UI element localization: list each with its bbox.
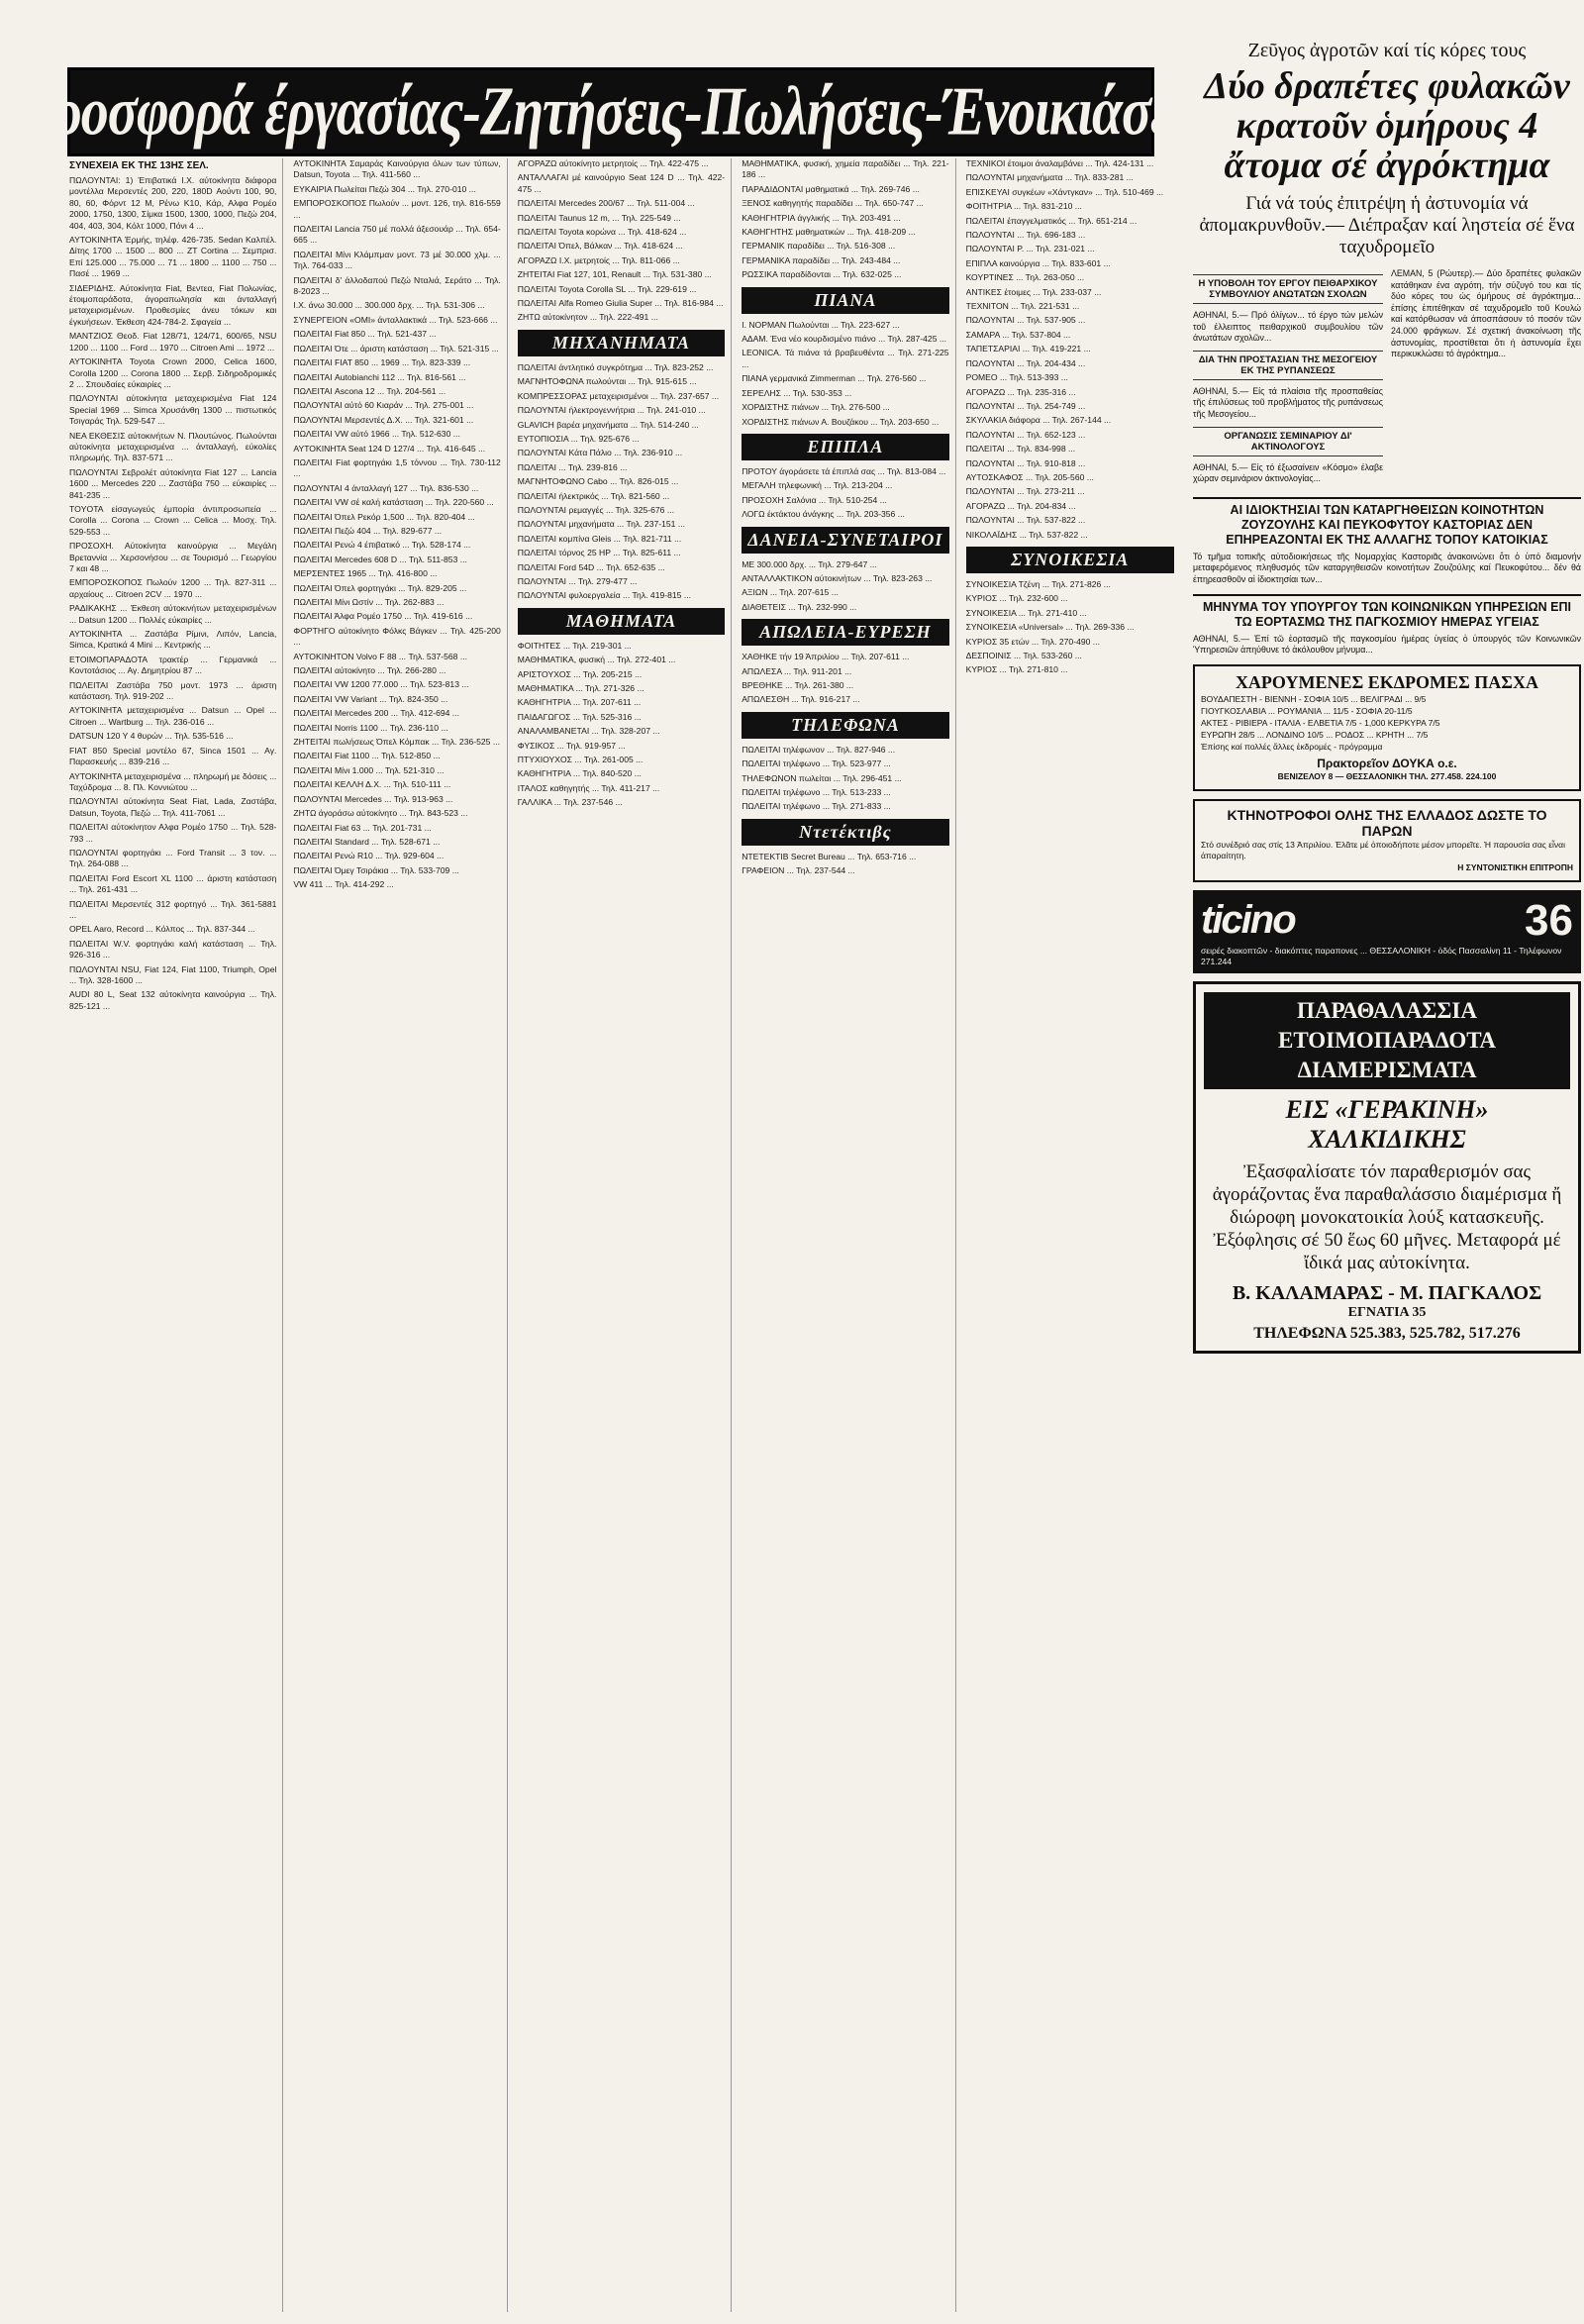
classified-ad: ΚΥΡΙΟΣ ... Τηλ. 271-810 ... (965, 664, 1068, 675)
news-main-story: ΛΕΜΑΝ, 5 (Ρώυτερ).— Δύο δραπέτες φυλακῶν κατάθηκαν ένα αγρότη, τήν σύζυγό του και τίς δύο κόρες του ώς όμήρους σέ άγρόκτημα... ἐπίσης ἐπιτέθηκαν σέ ταχυδρομεῖο τοῦ Κουλώ καί κατόρθωσαν νά ἀποσπάσουν τό ποσόν τῶν 24.000 φράγκων. Σέ σχετική άνακοίνωση τῆς ἀστυνομίας, προστίθεται ὅτι ἡ ἀστυνομία ἔχει περικυκλώσει τό ἀγρόκτημα... (1391, 268, 1581, 359)
classified-ad: ΠΩΛΕΙΤΑΙ ... Τηλ. 834-998 ... (965, 444, 1076, 455)
classified-ad: ΤΕΧΝΙΤΟΝ ... Τηλ. 221-531 ... (965, 301, 1080, 312)
news-wide-head: ΑΙ ΙΔΙΟΚΤΗΣΙΑΙ ΤΩΝ ΚΑΤΑΡΓΗΘΕΙΣΩΝ ΚΟΙΝΟΤΗΤΩΝ ΖΟΥΖΟΥΛΗΣ ΚΑΙ ΠΕΥΚΟΦΥΤΟΥ ΚΑΣΤΟΡΙΑΣ ΔΕΝ ΕΠΗΡΕΑΖΟΝΤΑΙ ΕΚ ΤΗΣ ΑΛΛΑΓΗΣ ΤΟΠΟΥ ΚΑΤΟΙΚΙΑΣ (1193, 497, 1581, 548)
classified-ad: ΝΙΚΟΛΑΪΔΗΣ ... Τηλ. 537-822 ... (965, 529, 1088, 540)
classified-ad: ΜΕ 300.000 δρχ. ... Τηλ. 279-647 ... (742, 558, 877, 569)
news-item-head: Η ΥΠΟΒΟΛΗ ΤΟΥ ΕΡΓΟΥ ΠΕΙΘΑΡΧΙΚΟΥ ΣΥΜΒΟΥΛΙΟΥ ΑΝΩΤΑΤΩΝ ΣΧΟΛΩΝ (1193, 274, 1383, 304)
classified-ad: ΠΩΛΕΙΤΑΙ Ford 54D ... Τηλ. 652-635 ... (517, 561, 665, 572)
section-header: ΔΑΝΕΙΑ-ΣΥΝΕΤΑΙΡΟΙ (742, 527, 948, 554)
classified-ad: ΠΩΛΕΙΤΑΙ τόρνος 25 HP ... Τηλ. 825-611 ... (517, 548, 681, 558)
classified-column-5 (966, 158, 1180, 2312)
travel-ad-line: ΑΚΤΕΣ - ΡΙΒΙΕΡΑ - ΙΤΑΛΙΑ - ΕΛΒΕΤΙΑ 7/5 - 1,000 ΚΕΡΚΥΡΑ 7/5 (1201, 717, 1440, 728)
farmers-ad-title: ΚΤΗΝΟΤΡΟΦΟΙ ΟΛΗΣ ΤΗΣ ΕΛΛΑΔΟΣ ΔΩΣΤΕ ΤΟ ΠΑΡΩΝ (1227, 806, 1547, 839)
classified-ad: ΣΑΜΑΡΑ ... Τηλ. 537-804 ... (965, 329, 1071, 340)
classified-ad: ΠΩΛΕΙΤΑΙ Μερσεντές 312 φορτηγό ... Τηλ. 361-5881 ... (69, 898, 277, 920)
classified-ad: ΠΩΛΕΙΤΑΙ Toyota Corolla SL ... Τηλ. 229-619 ... (517, 283, 697, 294)
classified-ad: ΜΕΓΑΛΗ τηλεφωνική ... Τηλ. 213-204 ... (742, 480, 893, 491)
classified-ad: ΠΩΛΟΥΝΤΑΙ μηχανήματα ... Τηλ. 833-281 ... (965, 172, 1134, 183)
classified-ad: ΡΩΣΣΙΚΑ παραδίδονται ... Τηλ. 632-025 ... (742, 269, 902, 280)
classified-ad: ΣΥΝΟΙΚΕΣΙΑ ... Τηλ. 271-410 ... (965, 607, 1087, 618)
classified-ad: ΠΩΛΕΙΤΑΙ ήλεκτρικός ... Τηλ. 821-560 ... (517, 490, 670, 501)
classified-ad: ΔΙΑΘΕΤΕΙΣ ... Τηλ. 232-990 ... (742, 601, 857, 612)
classified-ad: ΠΩΛΟΥΝΤΑΙ ... Τηλ. 652-123 ... (965, 429, 1086, 440)
classified-ad: ΠΩΛΕΙΤΑΙ Μίνι Κλάμπμαν μοντ. 73 μέ 30.000 χλμ. ... Τηλ. 764-033 ... (293, 249, 501, 271)
classified-ad: ΠΩΛΕΙΤΑΙ Πεζώ 404 ... Τηλ. 829-677 ... (293, 525, 443, 536)
classifieds-columns (69, 158, 1180, 2312)
classified-ad: ΑΥΤΟΚΙΝΗΤΑ Seat 124 D 127/4 ... Τηλ. 416-645 ... (293, 443, 486, 454)
classified-ad: ΠΩΛΕΙΤΑΙ Standard ... Τηλ. 528-671 ... (293, 836, 441, 847)
classified-ad: ΜΑΝΤΖΙΟΣ Θεοδ. Fiat 128/71, 124/71, 600/65, NSU 1200 ... 1100 ... Ford ... 1970 ... Citroen Ami ... 1972 ... (69, 331, 277, 353)
classified-ad: ΠΩΛΕΙΤΑΙ Autobianchi 112 ... Τηλ. 816-561 ... (293, 371, 466, 382)
classified-ad: ΚΟΥΡΤΙΝΕΣ ... Τηλ. 263-050 ... (965, 272, 1085, 283)
classified-ad: ΑΥΤΟΚΙΝΗΤΑ ... Ζαστάβα Ρίμινι, Λιπόν, Lancia, Simca, Κρατικά 4 Mini ... Κεντρικής ... (69, 629, 277, 651)
classified-ad: ΦΟΡΤΗΓΟ αύτοκίνητο Φόλκς Βάγκεν ... Τηλ. 425-200 ... (293, 625, 501, 648)
classified-ad: ΠΩΛΟΥΝΤΑΙ φυλοεργαλεία ... Τηλ. 419-815 ... (517, 590, 692, 601)
classified-ad: LEONICA. Τά πιάνα τά βραβευθέντα ... Τηλ. 271-225 ... (742, 348, 949, 369)
classified-ad: ΠΩΛΕΙΤΑΙ Mercedes 200/67 ... Τηλ. 511-004 ... (517, 198, 695, 209)
classified-ad: ΠΩΛΕΙΤΑΙ τηλέφωνο ... Τηλ. 513-233 ... (742, 787, 891, 797)
classified-ad: ΠΩΛΕΙΤΑΙ Ford Escort XL 1100 ... άριστη κατάσταση ... Τηλ. 261-431 ... (69, 872, 277, 895)
classified-ad: NEA ΕΚΘΕΣΙΣ αύτοκινήτων Ν. Πλουτώνος. Πωλούνται αύτοκίνητα μεταχειρισμένα ... άνταλλαγή, εύκολίες πληρωμής. Τηλ. 837-571 ... (69, 430, 277, 463)
classified-ad: ΠΩΛΟΥΝΤΑΙ ... Τηλ. 537-905 ... (965, 315, 1086, 326)
classified-ad: ΒΡΕΘΗΚΕ ... Τηλ. 261-380 ... (742, 679, 854, 690)
classified-ad: ΖΗΤΩ αύτοκίνητον ... Τηλ. 222-491 ... (517, 312, 658, 323)
classified-ad: ΠΩΛΕΙΤΑΙ FIAT 850 ... 1969 ... Τηλ. 823-339 ... (293, 357, 471, 368)
news-right-col (1391, 268, 1581, 489)
classified-ad: ΠΩΛΟΥΝΤΑΙ αύτό 60 Κιαράν ... Τηλ. 275-001 ... (293, 400, 474, 411)
realestate-phones: ΤΗΛΕΦΩΝΑ 525.383, 525.782, 517.276 (1253, 1324, 1521, 1342)
classified-ad: ΕΠΙΠΛΑ καινούργια ... Τηλ. 833-601 ... (965, 257, 1111, 268)
classified-ad: ΑΝΤΑΛΛΑΚΤΙΚΟΝ αύτοκινήτων ... Τηλ. 823-263 ... (742, 572, 933, 583)
classified-ad: ΕΜΠΟΡΟΣΚΟΠΟΣ Πωλούν ... μοντ. 126, τηλ. 816-559 ... (293, 198, 501, 220)
classified-ad: ΓΑΛΛΙΚΑ ... Τηλ. 237-546 ... (517, 797, 623, 808)
classified-ad: ΠΑΡΑΔΙΔΟΝΤΑΙ μαθηματικά ... Τηλ. 269-746 ... (742, 183, 920, 194)
classified-ad: ΦΥΣΙΚΟΣ ... Τηλ. 919-957 ... (517, 740, 626, 751)
classified-ad: ΠΩΛΕΙΤΑΙ ... Τηλ. 239-816 ... (517, 461, 628, 472)
classified-ad: ΠΩΛΟΥΝΤΑΙ ... Τηλ. 279-477 ... (517, 575, 638, 586)
classified-ad: ΖΗΤΩ άγοράσω αύτοκίνητο ... Τηλ. 843-523 ... (293, 808, 468, 819)
classified-ad: ΑΓΟΡΑΖΩ ... Τηλ. 235-316 ... (965, 386, 1076, 397)
classified-ad: ΣΙΔΕΡΙΔΗΣ. Αύτοκίνητα Fiat, Βεντεα, Fiat Πολωνίας, έτοιμοπαράδοτα, άγοραπωλησία και άνταλλαγή μεταχειρισμένων. Προθεσμίες άνευ τόκων και έγκυήσεων. Έκθεση 424-784-2. Σφαγεία ... (69, 282, 277, 327)
classified-column-2 (293, 158, 507, 2312)
travel-ad-line: ΒΟΥΔΑΠΕΣΤΗ - ΒΙΕΝΝΗ - ΣΟΦΙΑ 10/5 ... ΒΕΛΙΓΡΑΔΙ ... 9/5 (1201, 693, 1427, 704)
classified-ad: ΜΑΓΝΗΤΟΦΩΝΟ Cabo ... Τηλ. 826-015 ... (517, 476, 679, 487)
classified-ad: ΠΩΛΟΥΝΤΑΙ αύτοκίνητα μεταχειρισμένα Fiat 124 Special 1969 ... Simca Χρυσάνθη 1300 ... πιστωτικός Τσιγαράς Τηλ. 529-547 ... (69, 393, 277, 427)
classified-ad: ΠΩΛΟΥΝΤΑΙ φορτηγάκι ... Ford Transit ... 3 τον. ... Τηλ. 264-088 ... (69, 847, 277, 869)
classified-ad: ΑΝΑΛΑΜΒΑΝΕΤΑΙ ... Τηλ. 328-207 ... (517, 726, 660, 737)
classified-ad: ΠΩΛΕΙΤΑΙ Taunus 12 m, ... Τηλ. 225-549 ... (517, 212, 681, 223)
classified-ad: FIAT 850 Special μοντέλο 67, Sinca 1501 ... Αγ. Παρασκευής ... 839-216 ... (69, 745, 277, 767)
classified-ad: ΠΩΛΟΥΝΤΑΙ ρεμαγγές ... Τηλ. 325-676 ... (517, 504, 674, 515)
classified-ad: ΠΩΛΕΙΤΑΙ Όπελ Ρεκόρ 1,500 ... Τηλ. 820-404 ... (293, 511, 475, 522)
classified-ad: ΠΩΛΕΙΤΑΙ δ' άλλοδαπού Πεζώ Νταλιά, Σεράτο ... Τηλ. 8-2023 ... (293, 274, 501, 297)
classified-ad: ΠΩΛΕΙΤΑΙ Fiat 1100 ... Τηλ. 512-850 ... (293, 751, 441, 761)
classified-ad: ΠΩΛΕΙΤΑΙ άντλητικό συγκρότημα ... Τηλ. 823-252 ... (517, 361, 714, 372)
classified-ad: ΠΩΛΕΙΤΑΙ Mercedes 200 ... Τηλ. 412-694 ... (293, 708, 459, 719)
classified-ad: ΜΑΘΗΜΑΤΙΚΑ ... Τηλ. 271-326 ... (517, 683, 644, 693)
classified-ad: ΠΑΙΔΑΓΩΓΟΣ ... Τηλ. 525-316 ... (517, 711, 642, 722)
classified-ad: VW 411 ... Τηλ. 414-292 ... (293, 879, 394, 890)
classified-ad: ΠΩΛΕΙΤΑΙ τηλέφωνον ... Τηλ. 827-946 ... (742, 744, 896, 755)
classified-ad: ΑΝΤΑΛΛΑΓΑΙ μέ καινούργιο Seat 124 D ... Τηλ. 422-475 ... (517, 172, 726, 194)
classified-ad: ΠΩΛΟΥΝΤΑΙ NSU, Fiat 124, Fiat 1100, Triumph, Opel ... Τηλ. 328-1600 ... (69, 963, 277, 985)
classified-ad: ΠΩΛΕΙΤΑΙ Ρενώ 4 έπιβατικό ... Τηλ. 528-174 ... (293, 540, 471, 551)
classified-ad: ΑΡΙΣΤΟΥΧΟΣ ... Τηλ. 205-215 ... (517, 668, 643, 679)
classified-ad: ΤΕΧΝΙΚΟΙ έτοιμοι άναλαμβάνει ... Τηλ. 424-131 ... (965, 158, 1154, 168)
classified-ad: ΝΤΕΤΕΚΤΙΒ Secret Bureau ... Τηλ. 653-716 ... (742, 851, 917, 861)
travel-ad-line: ΓΙΟΥΓΚΟΣΛΑΒΙΑ ... ΡΟΥΜΑΝΙΑ ... 11/5 - ΣΟΦΙΑ 20-11/5 (1201, 705, 1413, 716)
classified-ad: ΠΩΛΟΥΝΤΑΙ 4 άνταλλαγή 127 ... Τηλ. 836-530 ... (293, 482, 479, 493)
classified-ad: ΠΩΛΟΥΝΤΑΙ αύτοκίνητα Seat Fiat, Lada, Ζαστάβα, Datsun, Toyota, Πεζώ ... Τηλ. 411-7061 ... (69, 796, 277, 818)
classified-ad: ΑΔΑΜ. Ένα νέο κουρδισμένο πιάνο ... Τηλ. 287-425 ... (742, 334, 947, 345)
classified-column-4 (742, 158, 955, 2312)
classified-ad: ΣΥΝΟΙΚΕΣΙΑ «Universal» ... Τηλ. 269-336 ... (965, 622, 1135, 633)
classified-ad: ΕΥΤΟΠΙΟΣΙΑ ... Τηλ. 925-676 ... (517, 433, 640, 444)
classified-column-1 (69, 158, 283, 2312)
classified-ad: ΑΝΤΙΚΕΣ έτοιμες ... Τηλ. 233-037 ... (965, 286, 1102, 297)
realestate-head: ΠΑΡΑΘΑΛΑΣΣΙΑ ΕΤΟΙΜΟΠΑΡΑΔΟΤΑ ΔΙΑΜΕΡΙΣΜΑΤΑ (1204, 992, 1570, 1089)
section-header: ΠΙΑΝΑ (742, 287, 948, 314)
section-header: ΜΑΘΗΜΑΤΑ (518, 608, 725, 635)
classified-ad: ΚΟΜΠΡΕΣΣΟΡΑΣ μεταχειρισμένοι ... Τηλ. 237-657 ... (517, 390, 720, 401)
realestate-name: Β. ΚΑΛΑΜΑΡΑΣ - Μ. ΠΑΓΚΑΛΟΣ (1232, 1281, 1542, 1304)
ticino-text: σειρές διακοπτῶν - διακόπτες παραπονες ... ΘΕΣΣΑΛΟΝΙΚΗ - ὁδός Πασσαλίνη 11 - Τηλέφωνον 271.244 (1201, 945, 1562, 966)
news-item-text: ΑΘΗΝΑΙ, 5.— Είς τά πλαίσια τῆς προσπαθείας τῆς έπιλύσεως τοῦ προβλήματος τῆς ρυπάνσεως τῆς Μεσογείου... (1193, 385, 1383, 419)
classified-ad: ΞΕΝΟΣ καθηγητής παραδίδει ... Τηλ. 650-747 ... (742, 198, 924, 209)
news-item-head: ΔΙΑ ΤΗΝ ΠΡΟΣΤΑΣΙΑΝ ΤΗΣ ΜΕΣΟΓΕΙΟΥ ΕΚ ΤΗΣ ΡΥΠΑΝΣΕΩΣ (1193, 351, 1383, 380)
travel-ad-address: ΒΕΝΙΖΕΛΟΥ 8 — ΘΕΣΣΑΛΟΝΙΚΗ ΤΗΛ. 277.458. 224.100 (1277, 770, 1497, 781)
section-header: Ντετέκτιβς (742, 819, 948, 846)
classified-ad: ΠΩΛΟΥΝΤΑΙ μηχανήματα ... Τηλ. 237-151 ... (517, 519, 686, 530)
news-left-col (1193, 268, 1383, 489)
classified-ad: ΚΥΡΙΟΣ ... Τηλ. 232-600 ... (965, 593, 1068, 604)
classified-ad: ΠΩΛΟΥΝΤΑΙ: 1) Έπιβατικά Ι.Χ. αύτοκίνητα διάφορα μοντέλλα Μερσεντές 200, 220, 180D Αούντι 100, 90, 80, 60, Φόρντ 12 Μ, Ρένω Κ10, Κάρ, Αλφα Ρομέο 2000, 1750, 1300, Σίμκα 1500, 1300, 1000, Πεζώ 204, 404, 403, 304, Κόλτ 1000, Πόνι 4 ... (69, 175, 277, 231)
classified-ad: ΠΩΛΟΥΝΤΑΙ ... Τηλ. 204-434 ... (965, 357, 1086, 368)
classified-ad: ΠΩΛΕΙΤΑΙ Άλφα Ρομέο 1750 ... Τηλ. 419-616 ... (293, 611, 473, 622)
ticino-logo: ticino (1201, 898, 1295, 943)
classified-ad: ΑΥΤΟΚΙΝΗΤΑ μεταχειρισμένα ... πληρωμή με δόσεις ... Ταχύδρομα ... 8. Πλ. Κοννιώτου ... (69, 770, 277, 792)
classified-column-3 (518, 158, 732, 2312)
classified-ad: ΚΥΡΙΟΣ 35 ετών ... Τηλ. 270-490 ... (965, 636, 1100, 647)
news-column (1193, 40, 1581, 2317)
classified-ad: ΕΠΙΣΚΕΥΑΙ συγκέων «Χάντγκαν» ... Τηλ. 510-469 ... (965, 186, 1164, 197)
classified-ad: ΣΕΡΕΛΗΣ ... Τηλ. 530-353 ... (742, 387, 852, 398)
travel-ad-line: Ἐπίσης καί πολλές ἄλλες ἐκδρομές - πρόγραμμα (1201, 741, 1383, 752)
classified-ad: ΠΩΛΕΙΤΑΙ Μίνι 1.000 ... Τηλ. 521-310 ... (293, 764, 445, 775)
classified-ad: ΖΗΤΕΙΤΑΙ πωλήσεως Όπελ Κόμπακ ... Τηλ. 236-525 ... (293, 737, 501, 748)
classified-ad: ΠΩΛΟΥΝΤΑΙ Σεβρολέτ αύτοκίνητα Fiat 127 ... Lancia 1600 ... Mercedes 220 ... Ζαστάβα 750 ... εύκαιρίες ... 841-235 ... (69, 466, 277, 500)
classified-ad: ΠΩΛΕΙΤΑΙ Όπελ, Βάλκαν ... Τηλ. 418-624 ... (517, 241, 683, 252)
classified-ad: ΠΩΛΕΙΤΑΙ Fiat 63 ... Τηλ. 201-731 ... (293, 822, 432, 833)
classified-ad: ΣΚΥΛΑΚΙΑ διάφορα ... Τηλ. 267-144 ... (965, 415, 1112, 426)
classified-ad: ΠΩΛΟΥΝΤΑΙ ... Τηλ. 254-749 ... (965, 400, 1086, 411)
classified-ad: ΠΩΛΕΙΤΑΙ Toyota κορώνα ... Τηλ. 418-624 ... (517, 227, 687, 238)
classified-ad: ΠΩΛΕΙΤΑΙ Ζαστάβα 750 μοντ. 1973 ... άριστη κατάσταση. Τηλ. 919-202 ... (69, 679, 277, 702)
banner-title: Προσφορά έργασίας-Ζητήσεις-Πωλήσεις-Ένοικιάσεις (11, 73, 1211, 151)
classified-ad: TOYOTA είσαγωγεύς έμπορία άντιπροσωπεία ... Corolla ... Corona ... Crown ... Celica ... Μοσχ. Τηλ. 529-553 ... (69, 503, 277, 537)
classified-ad: ΚΑΘΗΓΗΤΡΙΑ ... Τηλ. 840-520 ... (517, 768, 642, 779)
classified-ad: ΑΠΩΛΕΣΑ ... Τηλ. 911-201 ... (742, 665, 852, 676)
section-header: ΤΗΛΕΦΩΝΑ (742, 712, 948, 739)
classified-ad: AUDI 80 L, Seat 132 αύτοκίνητα καινούργια ... Τηλ. 825-121 ... (69, 989, 277, 1011)
news-wide-head: ΜΗΝΥΜΑ ΤΟΥ ΥΠΟΥΡΓΟΥ ΤΩΝ ΚΟΙΝΩΝΙΚΩΝ ΥΠΗΡΕΣΙΩΝ ΕΠΙ ΤΩ ΕΟΡΤΑΣΜΩ ΤΗΣ ΠΑΓΚΟΣΜΙΟΥ ΗΜΕΡΑΣ ΥΓΕΙΑΣ (1193, 594, 1581, 630)
classified-ad: ΠΩΛΕΙΤΑΙ Μίνι Ωστίν ... Τηλ. 262-883 ... (293, 597, 445, 607)
classified-ad: ΠΩΛΕΙΤΑΙ W.V. φορτηγάκι καλή κατάσταση ... Τηλ. 926-316 ... (69, 938, 277, 960)
classified-ad: ΠΩΛΟΥΝΤΑΙ ... Τηλ. 910-818 ... (965, 457, 1086, 468)
classified-ad: ΠΩΛΟΥΝΤΑΙ ήλεκτρογεννήτρια ... Τηλ. 241-010 ... (517, 405, 706, 416)
classified-ad: ΠΩΛΕΙΤΑΙ αύτοκίνητον Αλφα Ρομέο 1750 ... Τηλ. 528-793 ... (69, 822, 277, 844)
classified-ad: ΠΩΛΟΥΝΤΑΙ ... Τηλ. 273-211 ... (965, 486, 1085, 497)
travel-ad-agency: Πρακτορεῖον ΔΟΥΚΑ ο.ε. (1317, 756, 1457, 770)
ticino-number: 36 (1525, 895, 1573, 945)
classified-ad: ΑΠΩΛΕΣΘΗ ... Τηλ. 916-217 ... (742, 694, 860, 705)
classified-ad: ΠΩΛΕΙΤΑΙ Fiat 850 ... Τηλ. 521-437 ... (293, 329, 437, 340)
classified-ad: ΠΩΛΕΙΤΑΙ τηλέφωνο ... Τηλ. 523-977 ... (742, 758, 891, 769)
classified-ad: ΡΑΔΙΚΑΚΗΣ ... Έκθεση αύτοκινήτων μεταχειρισμένων ... Datsun 1200 ... Πολλές εύκαιρίες ... (69, 603, 277, 625)
classified-ad: ΠΩΛΟΥΝΤΑΙ ... Τηλ. 696-183 ... (965, 230, 1086, 241)
classified-ad: ΠΩΛΕΙΤΑΙ Norris 1100 ... Τηλ. 236-110 ... (293, 722, 448, 733)
classified-ad: ΠΩΛΟΥΝΤΑΙ Κάτα Πάλιο ... Τηλ. 236-910 ... (517, 448, 683, 458)
classified-ad: ΜΑΘΗΜΑΤΙΚΑ, φυσική ... Τηλ. 272-401 ... (517, 655, 676, 665)
classified-ad: ΑΥΤΟΣΚΑΦΟΣ ... Τηλ. 205-560 ... (965, 471, 1094, 482)
classified-ad: ΠΩΛΕΙΤΑΙ τηλέφωνο ... Τηλ. 271-833 ... (742, 801, 891, 812)
classified-ad: ΑΥΤΟΚΙΝΗΤΑ Σαμαράς Καινούργια όλων των τύπων, Datsun, Toyota ... Τηλ. 411-560 ... (293, 158, 501, 180)
classified-ad: ΣΥΝΟΙΚΕΣΙΑ Τζένη ... Τηλ. 271-826 ... (965, 578, 1111, 589)
news-kicker: Ζεῦγος ἀγροτῶν καί τίς κόρες τους (1247, 40, 1527, 61)
realestate-place: ΕΙΣ «ΓΕΡΑΚΙΝΗ» ΧΑΛΚΙΔΙΚΗΣ (1285, 1094, 1489, 1154)
section-header: ΕΠΙΠΛΑ (742, 434, 948, 460)
classified-ad: ΔΕΣΠΟΙΝΙΣ ... Τηλ. 533-260 ... (965, 651, 1082, 660)
classified-ad: ΜΑΓΝΗΤΟΦΩΝΑ πωλούνται ... Τηλ. 915-615 ... (517, 376, 697, 387)
classified-ad: ΤΗΛΕΦΩΝΟΝ πωλείται ... Τηλ. 296-451 ... (742, 772, 902, 783)
classified-ad: DATSUN 120 Y 4 θυρών ... Τηλ. 535-516 ... (69, 731, 234, 742)
classified-ad: ΦΟΙΤΗΤΡΙΑ ... Τηλ. 831-210 ... (965, 201, 1082, 212)
classified-ad: ΠΩΛΕΙΤΑΙ Ascona 12 ... Τηλ. 204-561 ... (293, 385, 446, 396)
classified-ad: ΚΑΘΗΓΗΤΗΣ μαθηματικών ... Τηλ. 418-209 ... (742, 227, 916, 238)
classified-ad: ΠΩΛΕΙΤΑΙ κομπίνα Gleis ... Τηλ. 821-711 ... (517, 533, 682, 544)
travel-ad (1193, 664, 1581, 791)
classified-ad: ΠΩΛΕΙΤΑΙ έπαγγελματικός ... Τηλ. 651-214 ... (965, 215, 1138, 226)
classified-ad: ΓΕΡΜΑΝΙΚΑ παραδίδει ... Τηλ. 243-484 ... (742, 254, 901, 265)
classified-ad: ΧΟΡΔΙΣΤΗΣ πιάνων Α. Βουζάκου ... Τηλ. 203-650 ... (742, 416, 940, 427)
ticino-row (1201, 896, 1573, 946)
classified-ad: ΤΑΠΕΤΣΑΡΙΑΙ ... Τηλ. 419-221 ... (965, 344, 1091, 354)
classified-ad: GLAVICH βαρέα μηχανήματα ... Τηλ. 514-240 ... (517, 419, 699, 430)
classified-ad: ΠΩΛΕΙΤΑΙ VW σέ καλή κατάσταση ... Τηλ. 220-560 ... (293, 497, 494, 508)
classified-ad: ΑΓΟΡΑΖΩ αύτοκίνητο μετρητοίς ... Τηλ. 422-475 ... (517, 158, 709, 168)
classified-ad: ΠΩΛΕΙΤΑΙ Όπελ φορτηγάκι ... Τηλ. 829-205 ... (293, 582, 467, 593)
news-split (1193, 268, 1581, 489)
section-header: ΜΗΧΑΝΗΜΑΤΑ (518, 330, 725, 356)
classified-ad: ΠΩΛΕΙΤΑΙ Όμεγ Τσιράκια ... Τηλ. 533-709 ... (293, 864, 459, 875)
classified-ad: ΠΩΛΕΙΤΑΙ Mercedes 608 D ... Τηλ. 511-853 ... (293, 554, 467, 564)
classified-ad: ΜΑΘΗΜΑΤΙΚΑ, φυσική, χημεία παραδίδει ... Τηλ. 221-186 ... (742, 158, 949, 180)
realestate-body: Ἐξασφαλίσατε τόν παραθερισμόν σας ἀγοράζοντας ἕνα παραθαλάσσιο διαμέρισμα ἤ διώροφη μονοκατοικία λούξ κατασκευῆς. Ἐξόφλησις σέ 50 ἕως 60 μῆνες. Μεταφορά μέ ἴδικά μας αὐτοκίνητα. (1212, 1161, 1562, 1273)
realestate-ad (1193, 981, 1581, 1354)
classified-ad: ΠΤΥΧΙΟΥΧΟΣ ... Τηλ. 261-005 ... (517, 755, 644, 765)
classified-ad: ΚΑΘΗΓΗΤΡΙΑ άγγλικής ... Τηλ. 203-491 ... (742, 212, 901, 223)
travel-ad-title: ΧΑΡΟΥΜΕΝΕΣ ΕΚΔΡΟΜΕΣ ΠΑΣΧΑ (1235, 671, 1539, 692)
classified-ad: ΧΟΡΔΙΣΤΗΣ πιάνων ... Τηλ. 276-500 ... (742, 402, 890, 413)
classified-ad: ΠΩΛΟΥΝΤΑΙ Μερσεντές Δ.Χ. ... Τηλ. 321-601 ... (293, 414, 474, 425)
news-headline: Δύο δραπέτες φυλακῶν κρατοῦν ὁμήρους 4 ἄτομα σέ ἀγρόκτημα (1204, 65, 1570, 186)
news-item-text: ΑΘΗΝΑΙ, 5.— Πρό όλίγων... τό έργο τών μελών τοῦ έλλειπτος πειθαρχικοῦ συμβουλίου τῶν άνωτάτων σχολῶν... (1193, 310, 1383, 344)
classified-ad: ΠΩΛΟΥΝΤΑΙ Mercedes ... Τηλ. 913-963 ... (293, 793, 453, 804)
ticino-ad (1193, 890, 1581, 973)
classified-ad: ΠΩΛΕΙΤΑΙ Ότε ... άριστη κατάσταση ... Τηλ. 521-315 ... (293, 343, 499, 354)
classified-ad: OPEL Aaro, Record ... Κόλπος ... Τηλ. 837-344 ... (69, 924, 255, 935)
classified-ad: ΓΡΑΦΕΙΟΝ ... Τηλ. 237-544 ... (742, 865, 855, 876)
classified-ad: ΕΤΟΙΜΟΠΑΡΑΔΟΤΑ τρακτέρ ... Γερμανικά ... Κοντοτάσιος ... Αγ. Δημητρίου 87 ... (69, 654, 277, 676)
classified-ad: ΖΗΤΕΙΤΑΙ Fiat 127, 101, Renault ... Τηλ. 531-380 ... (517, 269, 712, 280)
farmers-ad (1193, 799, 1581, 882)
classified-ad: ΠΩΛΕΙΤΑΙ ΚΕΛΛΗ Δ.Χ. ... Τηλ. 510-111 ... (293, 779, 451, 790)
classified-ad: ΑΥΤΟΚΙΝΗΤΑ Toyota Crown 2000, Celica 1600, Corolla 1200 ... Corona 1800 ... Σερβ. Σιδηροδρομικές 2 ... Σπουδαίες εύκαιρίες ... (69, 356, 277, 389)
classified-ad: ΠΩΛΕΙΤΑΙ Fiat φορτηγάκι 1,5 τόννου ... Τηλ. 730-112 ... (293, 456, 501, 479)
classified-ad: ΜΕΡΣΕΝΤΕΣ 1965 ... Τηλ. 416-800 ... (293, 568, 438, 579)
travel-ad-line: ΕΥΡΩΠΗ 28/5 ... ΛΟΝΔΙΝΟ 10/5 ... ΡΟΔΟΣ ... ΚΡΗΤΗ ... 7/5 (1201, 729, 1429, 740)
classified-ad: ΧΑΘΗΚΕ τήν 19 Άπριλίου ... Τηλ. 207-611 ... (742, 652, 910, 662)
classified-ad: Ι. ΝΟΡΜΑΝ Πωλούνται ... Τηλ. 223-627 ... (742, 319, 900, 330)
classified-ad: ΠΩΛΟΥΝΤΑΙ Ρ. ... Τηλ. 231-021 ... (965, 244, 1095, 254)
classified-ad: ΑΞΙΩΝ ... Τηλ. 207-615 ... (742, 587, 839, 598)
classified-ad: ΣΥΝΕΡΓΕΙΟΝ «ΟΜΙ» άνταλλακτικά ... Τηλ. 523-666 ... (293, 314, 498, 325)
realestate-street: ΕΓΝΑΤΙΑ 35 (1347, 1304, 1427, 1320)
news-item-head: ΟΡΓΑΝΩΣΙΣ ΣΕΜΙΝΑΡΙΟΥ ΔΙ' ΑΚΤΙΝΟΛΟΓΟΥΣ (1193, 427, 1383, 456)
classified-ad: ΑΥΤΟΚΙΝΗΤΑ Έρμής, τηλέφ. 426-735. Sedan Καλπέλ. Δίτης 1700 ... 1500 ... 800 ... ΖΤ Cortina ... Σεμπρισ. Επί 125.000 ... 75.000 ... 71 ... 1800 ... 1100 ... 750 ... Πασέ ... 1969 ... (69, 235, 277, 279)
classified-ad: ΑΥΤΟΚΙΝΗΤΟΝ Volvo F 88 ... Τηλ. 537-568 ... (293, 651, 468, 661)
classified-ad: ΙΤΑΛΟΣ καθηγητής ... Τηλ. 411-217 ... (517, 782, 660, 793)
classified-ad: ΠΩΛΕΙΤΑΙ αύτοκίνητο ... Τηλ. 266-280 ... (293, 665, 446, 676)
classified-ad: ΠΩΛΕΙΤΑΙ Alfa Romeo Giulia Super ... Τηλ. 816-984 ... (517, 298, 724, 309)
classified-ad: ΠΩΛΕΙΤΑΙ VW Variant ... Τηλ. 824-350 ... (293, 693, 448, 704)
news-wide-text: ΑΘΗΝΑΙ, 5.— Ἐπί τῶ ἑορτασμῶ τῆς παγκοσμίου ἡμέρας ὑγείας ὁ ὑπουργός τῶν Κοινωνικῶν Ὑπηρεσιῶν ἀπηύθυνε τό ἀκόλουθον μήνυμα... (1193, 633, 1581, 656)
classified-ad: ΠΩΛΕΙΤΑΙ Ρενώ R10 ... Τηλ. 929-604 ... (293, 851, 445, 861)
section-header: ΣΥΝΟΙΚΕΣΙΑ (966, 547, 1174, 573)
classified-ad: ΓΕΡΜΑΝΙΚ παραδίδει ... Τηλ. 516-308 ... (742, 241, 896, 252)
classified-ad: ΦΟΙΤΗΤΕΣ ... Τηλ. 219-301 ... (517, 640, 632, 651)
classified-ad: ΑΓΟΡΑΖΩ ... Τηλ. 204-834 ... (965, 500, 1076, 511)
classified-ad: ΕΜΠΟΡΟΣΚΟΠΟΣ Πωλούν 1200 ... Τηλ. 827-311 ... αρχαίους ... Citroen 2CV ... 1970 ... (69, 577, 277, 599)
classified-ad: ΠΡΟΣΟΧΗ Σαλόνια ... Τηλ. 510-254 ... (742, 494, 887, 505)
classified-ad: ΠΩΛΕΙΤΑΙ Lancia 750 μέ πολλά άξεσουάρ ... Τηλ. 654-665 ... (293, 224, 501, 246)
classified-ad: ΠΩΛΟΥΝΤΑΙ ... Τηλ. 537-822 ... (965, 515, 1086, 526)
continuation-head: ΣΥΝΕΧΕΙΑ ΕΚ ΤΗΣ 13ΗΣ ΣΕΛ. (69, 160, 209, 171)
classified-ad: ΠΡΟΤΟΥ άγοράσετε τά έπιπλά σας ... Τηλ. 813-084 ... (742, 465, 946, 476)
classified-ad: ΕΥΚΑΙΡΙΑ Πωλείται Πεζώ 304 ... Τηλ. 270-010 ... (293, 183, 476, 194)
classified-ad: ΠΡΟΣΟΧΗ. Αύτοκίνητα καινούργια ... Μεγάλη Βρεταννία ... Χερσονήσου ... σε Τουρισμό ... Γεωργίου 7 και 48 ... (69, 541, 277, 573)
news-item-text: ΑΘΗΝΑΙ, 5.— Είς τό έξωσαίνειν «Κόσμο» έλαβε χώραν σεμινάριον άκτινολογίας... (1193, 461, 1383, 484)
classified-ad: ΑΓΟΡΑΖΩ Ι.Χ. μετρητοίς ... Τηλ. 811-066 ... (517, 254, 680, 265)
classified-ad: ΚΑΘΗΓΗΤΡΙΑ ... Τηλ. 207-611 ... (517, 697, 642, 708)
classified-ad: ΠΩΛΕΙΤΑΙ VW 1200 77.000 ... Τηλ. 523-813 ... (293, 679, 469, 690)
classified-ad: ΛΟΓΩ έκτάκτου άνάγκης ... Τηλ. 203-356 ... (742, 509, 905, 520)
classifieds-banner (11, 67, 1211, 156)
classified-ad: ΠΩΛΕΙΤΑΙ VW αύτό 1966 ... Τηλ. 512-630 ... (293, 429, 460, 440)
farmers-ad-text: Στό συνέδριό σας στίς 13 Ἀπριλίου. Ἐλᾶτε μέ ὁποιοδήποτε μέσον μπορεῖτε. Ἡ παρουσία σας εἶναι ἀπαραίτητη. (1201, 839, 1565, 860)
farmers-ad-sign: Η ΣΥΝΤΟΝΙΣΤΙΚΗ ΕΠΙΤΡΟΠΗ (1457, 861, 1573, 872)
classified-ad: ΑΥΤΟΚΙΝΗΤΑ μεταχειρισμένα ... Datsun ... Opel ... Citroen ... Wartburg ... Τηλ. 236-016 ... (69, 705, 277, 727)
news-deck: Γιά νά τούς ἐπιτρέψη ἡ ἀστυνομία νά ἀπομακρυνθοῦν.— Διέπραξαν καί ληστεία σέ ἕνα ταχυδρομεῖο (1199, 193, 1575, 257)
news-wide-text: Τό τμῆμα τοπικῆς αύτοδιοικήσεως τῆς Νομαρχίας Καστοριᾶς ἀνακοινώνει ὅτι ὁ ὑπό διαμονήν μεταφερόμενος πληθυσμός τῶν καταργηθεισῶν κοινοτήτων Ζουζούλης καί Πευκοφύτου... δέν θά ἐπηρεασθοῦν αἱ ἰδιοκτησίαι των... (1193, 551, 1581, 584)
classified-ad: ΠΙΑΝΑ γερμανικά Zimmerman ... Τηλ. 276-560 ... (742, 373, 927, 384)
classified-ad: ΡΟΜΕΟ ... Τηλ. 513-393 ... (965, 372, 1068, 383)
classified-ad: Ι.Χ. άνω 30.000 ... 300.000 δρχ. ... Τηλ. 531-306 ... (293, 300, 485, 311)
section-header: ΑΠΩΛΕΙΑ-ΕΥΡΕΣΗ (742, 619, 948, 646)
